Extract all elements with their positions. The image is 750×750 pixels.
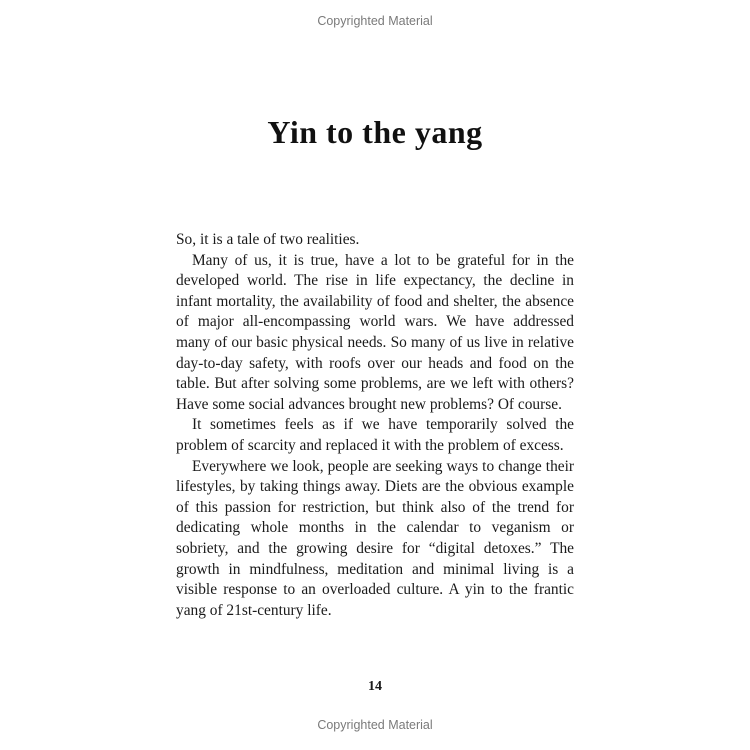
- copyright-watermark-top: Copyrighted Material: [317, 14, 433, 28]
- body-text: [176, 230, 574, 621]
- chapter-title: Yin to the yang: [267, 114, 483, 150]
- paragraph: So, it is a tale of two realities.: [176, 231, 360, 248]
- paragraph: Many of us, it is true, have a lot to be grateful for in the developed world. The rise in life expectancy, the decline in infant mortality, the availability of food and shelter, the absence of major all-encompassing world wars. We have addressed many of our basic physical needs. So many of us live in relative day-to-day safety, with roofs over our heads and food on the table. But after solving some problems, are we left with others? Have some social advances brought new problems? Of course.: [176, 251, 574, 413]
- copyright-watermark-bottom: Copyrighted Material: [317, 718, 433, 732]
- page-number: 14: [368, 679, 382, 694]
- paragraph: It sometimes feels as if we have temporarily solved the problem of scarcity and replaced it with the problem of excess.: [176, 416, 574, 454]
- paragraph: Everywhere we look, people are seeking ways to change their lifestyles, by taking things away. Diets are the obvious example of this passion for restriction, but think also of the trend for dedicating whole months in the calendar to veganism or sobriety, and the growing desire for “digital detoxes.” The growth in mindfulness, meditation and minimal living is a visible response to an overloaded culture. A yin to the frantic yang of 21st-century life.: [176, 457, 574, 619]
